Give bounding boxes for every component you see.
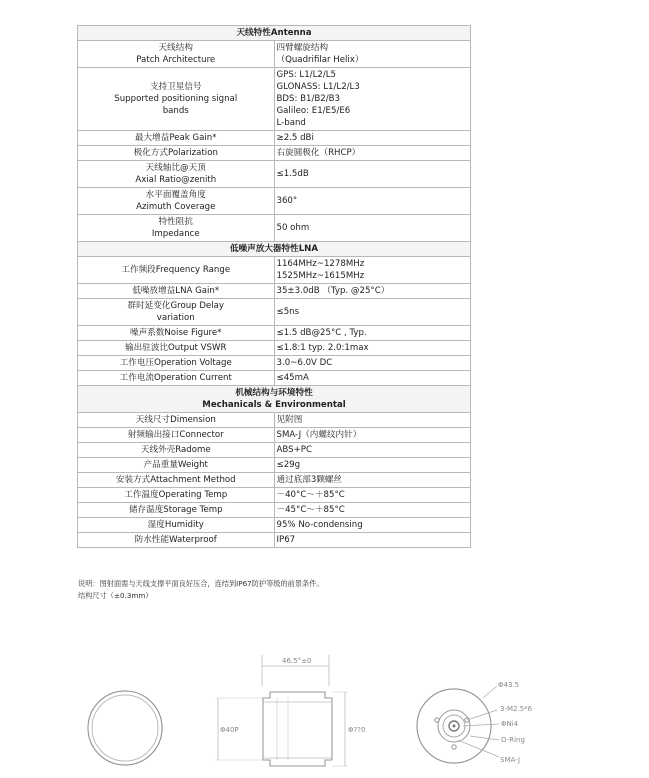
spec-value-line: ABS+PC (276, 445, 312, 455)
section-title-line: 机械结构与环境特性 (235, 388, 313, 398)
spec-row (78, 284, 471, 299)
bottom-view (417, 681, 533, 764)
spec-value (274, 503, 471, 518)
note-line: 结构尺寸（±0.3mm） (78, 591, 153, 600)
spec-value-line: 四臂螺旋结构 (276, 43, 329, 53)
spec-label-line: Impedance (151, 229, 200, 239)
spec-value-line: 35±3.0dB （Typ. @25°C） (276, 286, 390, 296)
spec-label (78, 443, 275, 458)
spec-row (78, 68, 471, 131)
spec-value (274, 413, 471, 428)
spec-value (274, 161, 471, 188)
label-oring: O-Ring (501, 736, 525, 744)
spec-label-line: 输出驻波比Output VSWR (125, 343, 227, 353)
spec-value (274, 488, 471, 503)
spec-row (78, 473, 471, 488)
spec-label-line: bands (162, 106, 189, 116)
spec-label-line: 天线轴比@天顶 (145, 163, 206, 173)
section-header-row (78, 242, 471, 257)
spec-value-line: ≤1.5 dB@25°C , Typ. (276, 328, 367, 338)
section-title-line: Mechanicals & Environmental (202, 400, 346, 410)
spec-label-line: 天线结构 (158, 43, 193, 53)
spec-label-line: 特性阻抗 (158, 217, 193, 227)
spec-row (78, 326, 471, 341)
spec-label-line: Axial Ratio@zenith (135, 175, 217, 185)
spec-value (274, 326, 471, 341)
spec-label-line: 工作电流Operation Current (119, 373, 232, 383)
section-title (78, 386, 471, 413)
spec-label (78, 371, 275, 386)
spec-label (78, 299, 275, 326)
spec-value-line: Galileo: E1/E5/E6 (276, 106, 351, 116)
spec-row (78, 257, 471, 284)
spec-label (78, 326, 275, 341)
spec-value (274, 146, 471, 161)
top-view (88, 691, 162, 765)
spec-label (78, 131, 275, 146)
spec-value-line: 见附图 (276, 415, 303, 425)
spec-row (78, 188, 471, 215)
spec-value-line: 50 ohm (276, 223, 310, 233)
notes (78, 578, 324, 602)
spec-value (274, 371, 471, 386)
spec-label-line: 安装方式Attachment Method (115, 475, 236, 485)
spec-label-line: 群时延变化Group Delay (127, 301, 224, 311)
spec-label (78, 188, 275, 215)
spec-value (274, 131, 471, 146)
spec-row (78, 215, 471, 242)
section-title-line: 低噪声放大器特性LNA (229, 244, 319, 254)
spec-label-line: variation (156, 313, 195, 323)
spec-label-line: 工作频段Frequency Range (121, 265, 231, 275)
spec-value-line: 1525MHz~1615MHz (276, 271, 365, 281)
spec-label-line: 支持卫星信号 (149, 82, 202, 92)
spec-label (78, 161, 275, 188)
spec-row (78, 161, 471, 188)
spec-row (78, 41, 471, 68)
spec-label (78, 503, 275, 518)
spec-label-line: 储存温度Storage Temp (128, 505, 223, 515)
spec-label-line: 水平面覆盖角度 (145, 190, 206, 200)
spec-value-line: IP67 (276, 535, 296, 545)
spec-value (274, 284, 471, 299)
label-phi43: Φ43.5 (498, 681, 520, 689)
spec-label (78, 428, 275, 443)
spec-value (274, 458, 471, 473)
spec-label-line: Supported positioning signal (114, 94, 238, 104)
spec-value-line: BDS: B1/B2/B3 (276, 94, 340, 104)
spec-label (78, 518, 275, 533)
spec-value-line: 95% No-condensing (276, 520, 363, 530)
side-view (215, 655, 365, 766)
spec-value-line: GLONASS: L1/L2/L3 (276, 82, 360, 92)
label-sma: SMA-J (500, 756, 521, 764)
spec-value-line: ≤29g (276, 460, 301, 470)
spec-label (78, 413, 275, 428)
spec-value (274, 299, 471, 326)
spec-label-line: 天线尺寸Dimension (135, 415, 216, 425)
spec-row (78, 458, 471, 473)
spec-label-line: 工作电压Operation Voltage (119, 358, 232, 368)
spec-row (78, 443, 471, 458)
spec-row (78, 413, 471, 428)
spec-row (78, 488, 471, 503)
spec-value (274, 443, 471, 458)
spec-label-line: 噪声系数Noise Figure* (130, 328, 222, 338)
spec-label-line: Azimuth Coverage (136, 202, 216, 212)
spec-label-line: Patch Architecture (136, 55, 216, 65)
dim-top-width: 46.5°±0 (282, 657, 312, 665)
spec-value-line: SMA-J（内螺纹内针） (276, 430, 362, 440)
spec-value (274, 518, 471, 533)
section-header-row (78, 26, 471, 41)
spec-value-line: GPS: L1/L2/L5 (276, 70, 336, 80)
spec-value-line: ≥2.5 dBi (276, 133, 314, 143)
spec-value-line: ≤1.8:1 typ. 2.0:1max (276, 343, 369, 353)
section-title (78, 242, 471, 257)
spec-row (78, 518, 471, 533)
section-title (78, 26, 471, 41)
spec-row (78, 428, 471, 443)
spec-value-line: ≤5ns (276, 307, 300, 317)
spec-value-line: ≤45mA (276, 373, 309, 383)
spec-label-line: 最大增益Peak Gain* (134, 133, 217, 143)
spec-value-line: （Quadrifilar Helix） (276, 55, 364, 65)
spec-value (274, 215, 471, 242)
spec-value (274, 68, 471, 131)
spec-label (78, 146, 275, 161)
spec-value (274, 428, 471, 443)
spec-label-line: 湿度Humidity (147, 520, 204, 530)
spec-value-line: 右旋圆极化（RHCP） (276, 148, 361, 158)
spec-value-line: －40°C～＋85°C (276, 490, 345, 500)
spec-value (274, 533, 471, 548)
spec-label (78, 458, 275, 473)
spec-label (78, 215, 275, 242)
spec-value-line: 3.0~6.0V DC (276, 358, 333, 368)
note-line: 说明：图射面需与天线支撑平面良好压合，连结到IP67防护等级的前景条件。 (78, 579, 324, 588)
spec-value (274, 473, 471, 488)
spec-value-line: 360° (276, 196, 298, 206)
dim-side-right: Φ??0 (348, 726, 366, 734)
spec-row (78, 533, 471, 548)
spec-label (78, 488, 275, 503)
spec-value (274, 341, 471, 356)
spec-label (78, 341, 275, 356)
spec-value (274, 257, 471, 284)
spec-row (78, 146, 471, 161)
spec-value-line: ≤1.5dB (276, 169, 309, 179)
spec-row (78, 356, 471, 371)
spec-label (78, 68, 275, 131)
spec-label-line: 防水性能Waterproof (134, 535, 217, 545)
spec-label-line: 射频输出接口Connector (127, 430, 224, 440)
spec-label-line: 天线外壳Radome (140, 445, 211, 455)
spec-label (78, 257, 275, 284)
label-screws: 3-M2.5*6 (500, 705, 533, 713)
spec-label (78, 356, 275, 371)
spec-table (77, 25, 471, 548)
spec-label (78, 533, 275, 548)
dimension-drawing (0, 640, 649, 778)
spec-value-line: －45°C～＋85°C (276, 505, 345, 515)
spec-row (78, 371, 471, 386)
spec-value-line: L-band (276, 118, 306, 128)
spec-label-line: 工作温度Operating Temp (124, 490, 228, 500)
label-phi: ΦNi4 (501, 720, 519, 728)
spec-value (274, 41, 471, 68)
dim-side-left: Φ40P (220, 726, 239, 734)
spec-label (78, 41, 275, 68)
spec-row (78, 299, 471, 326)
spec-row (78, 131, 471, 146)
spec-label-line: 低噪放增益LNA Gain* (132, 286, 220, 296)
spec-value (274, 356, 471, 371)
spec-value-line: 通过底部3颗螺丝 (276, 475, 343, 485)
spec-value (274, 188, 471, 215)
spec-label-line: 极化方式Polarization (133, 148, 218, 158)
spec-row (78, 341, 471, 356)
spec-label-line: 产品重量Weight (143, 460, 208, 470)
spec-row (78, 503, 471, 518)
spec-value-line: 1164MHz~1278MHz (276, 259, 365, 269)
section-title-line: 天线特性Antenna (236, 28, 312, 38)
spec-label (78, 284, 275, 299)
section-header-row (78, 386, 471, 413)
spec-label (78, 473, 275, 488)
